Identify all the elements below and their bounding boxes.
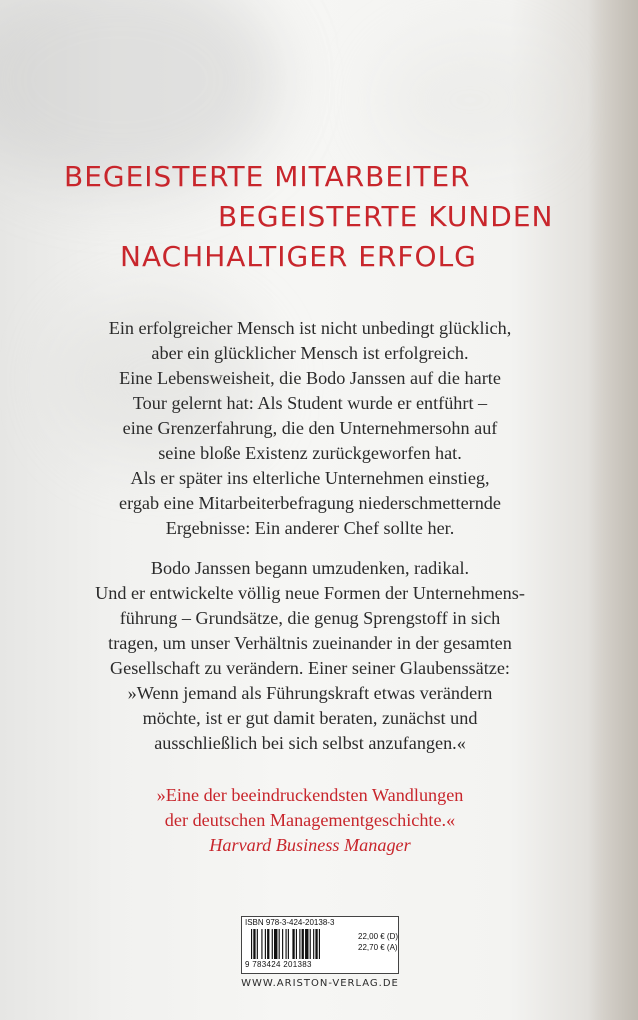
headline-line-3: NACHHALTIGER ERFOLG <box>120 240 477 273</box>
text-line: Ergebnisse: Ein anderer Chef sollte her. <box>165 518 455 538</box>
background-edge <box>588 0 638 1020</box>
background-blur <box>380 40 560 160</box>
text-line: möchte, ist er gut damit beraten, zunächst und <box>142 708 478 728</box>
text-line: Gesellschaft zu verändern. Einer seiner Glaubenssätze: <box>110 658 510 678</box>
text-line: Und er entwickelte völlig neue Formen der Unternehmens- <box>95 583 525 603</box>
text-line: Tour gelernt hat: Als Student wurde er entführt – <box>132 393 488 413</box>
quote-line: der deutschen Managementgeschichte.« <box>164 810 456 830</box>
barcode-digits: 9 783424 201383 <box>245 960 312 969</box>
review-quote <box>90 783 530 858</box>
publisher-url: WWW.ARISTON-VERLAG.DE <box>241 978 399 989</box>
text-line: Als er später ins elterliche Unternehmen einstieg, <box>130 468 490 488</box>
text-line: führung – Grundsätze, die genug Sprengstoff in sich <box>119 608 501 628</box>
price-austria: 22,70 € (A) <box>358 943 398 952</box>
text-line: »Wenn jemand als Führungskraft etwas verändern <box>127 683 493 703</box>
headline-line-1: BEGEISTERTE MITARBEITER <box>64 160 471 193</box>
text-line: Eine Lebensweisheit, die Bodo Janssen auf die harte <box>119 368 501 388</box>
text-line: aber ein glücklicher Mensch ist erfolgreich. <box>151 343 469 363</box>
text-line: eine Grenzerfahrung, die den Unternehmersohn auf <box>122 418 498 438</box>
text-line: Bodo Janssen begann umzudenken, radikal. <box>150 558 470 578</box>
text-line: ergab eine Mitarbeiterbefragung niederschmetternde <box>119 493 501 513</box>
text-line: ausschließlich bei sich selbst anzufangen.« <box>154 733 466 753</box>
text-line: Ein erfolgreicher Mensch ist nicht unbedingt glücklich, <box>108 318 512 338</box>
quote-source: Harvard Business Manager <box>209 835 411 855</box>
blurb-paragraph-2 <box>70 556 550 756</box>
barcode-label <box>241 916 399 974</box>
barcode-icon <box>251 929 351 963</box>
isbn-number: ISBN 978-3-424-20138-3 <box>245 918 335 927</box>
headline-line-2: BEGEISTERTE KUNDEN <box>218 200 554 233</box>
quote-line: »Eine der beeindruckendsten Wandlungen <box>156 785 464 805</box>
blurb-paragraph-1 <box>70 316 550 541</box>
price-germany: 22,00 € (D) <box>358 932 399 941</box>
text-line: tragen, um unser Verhältnis zueinander in der gesamten <box>108 633 512 653</box>
text-line: seine bloße Existenz zurückgeworfen hat. <box>158 443 462 463</box>
